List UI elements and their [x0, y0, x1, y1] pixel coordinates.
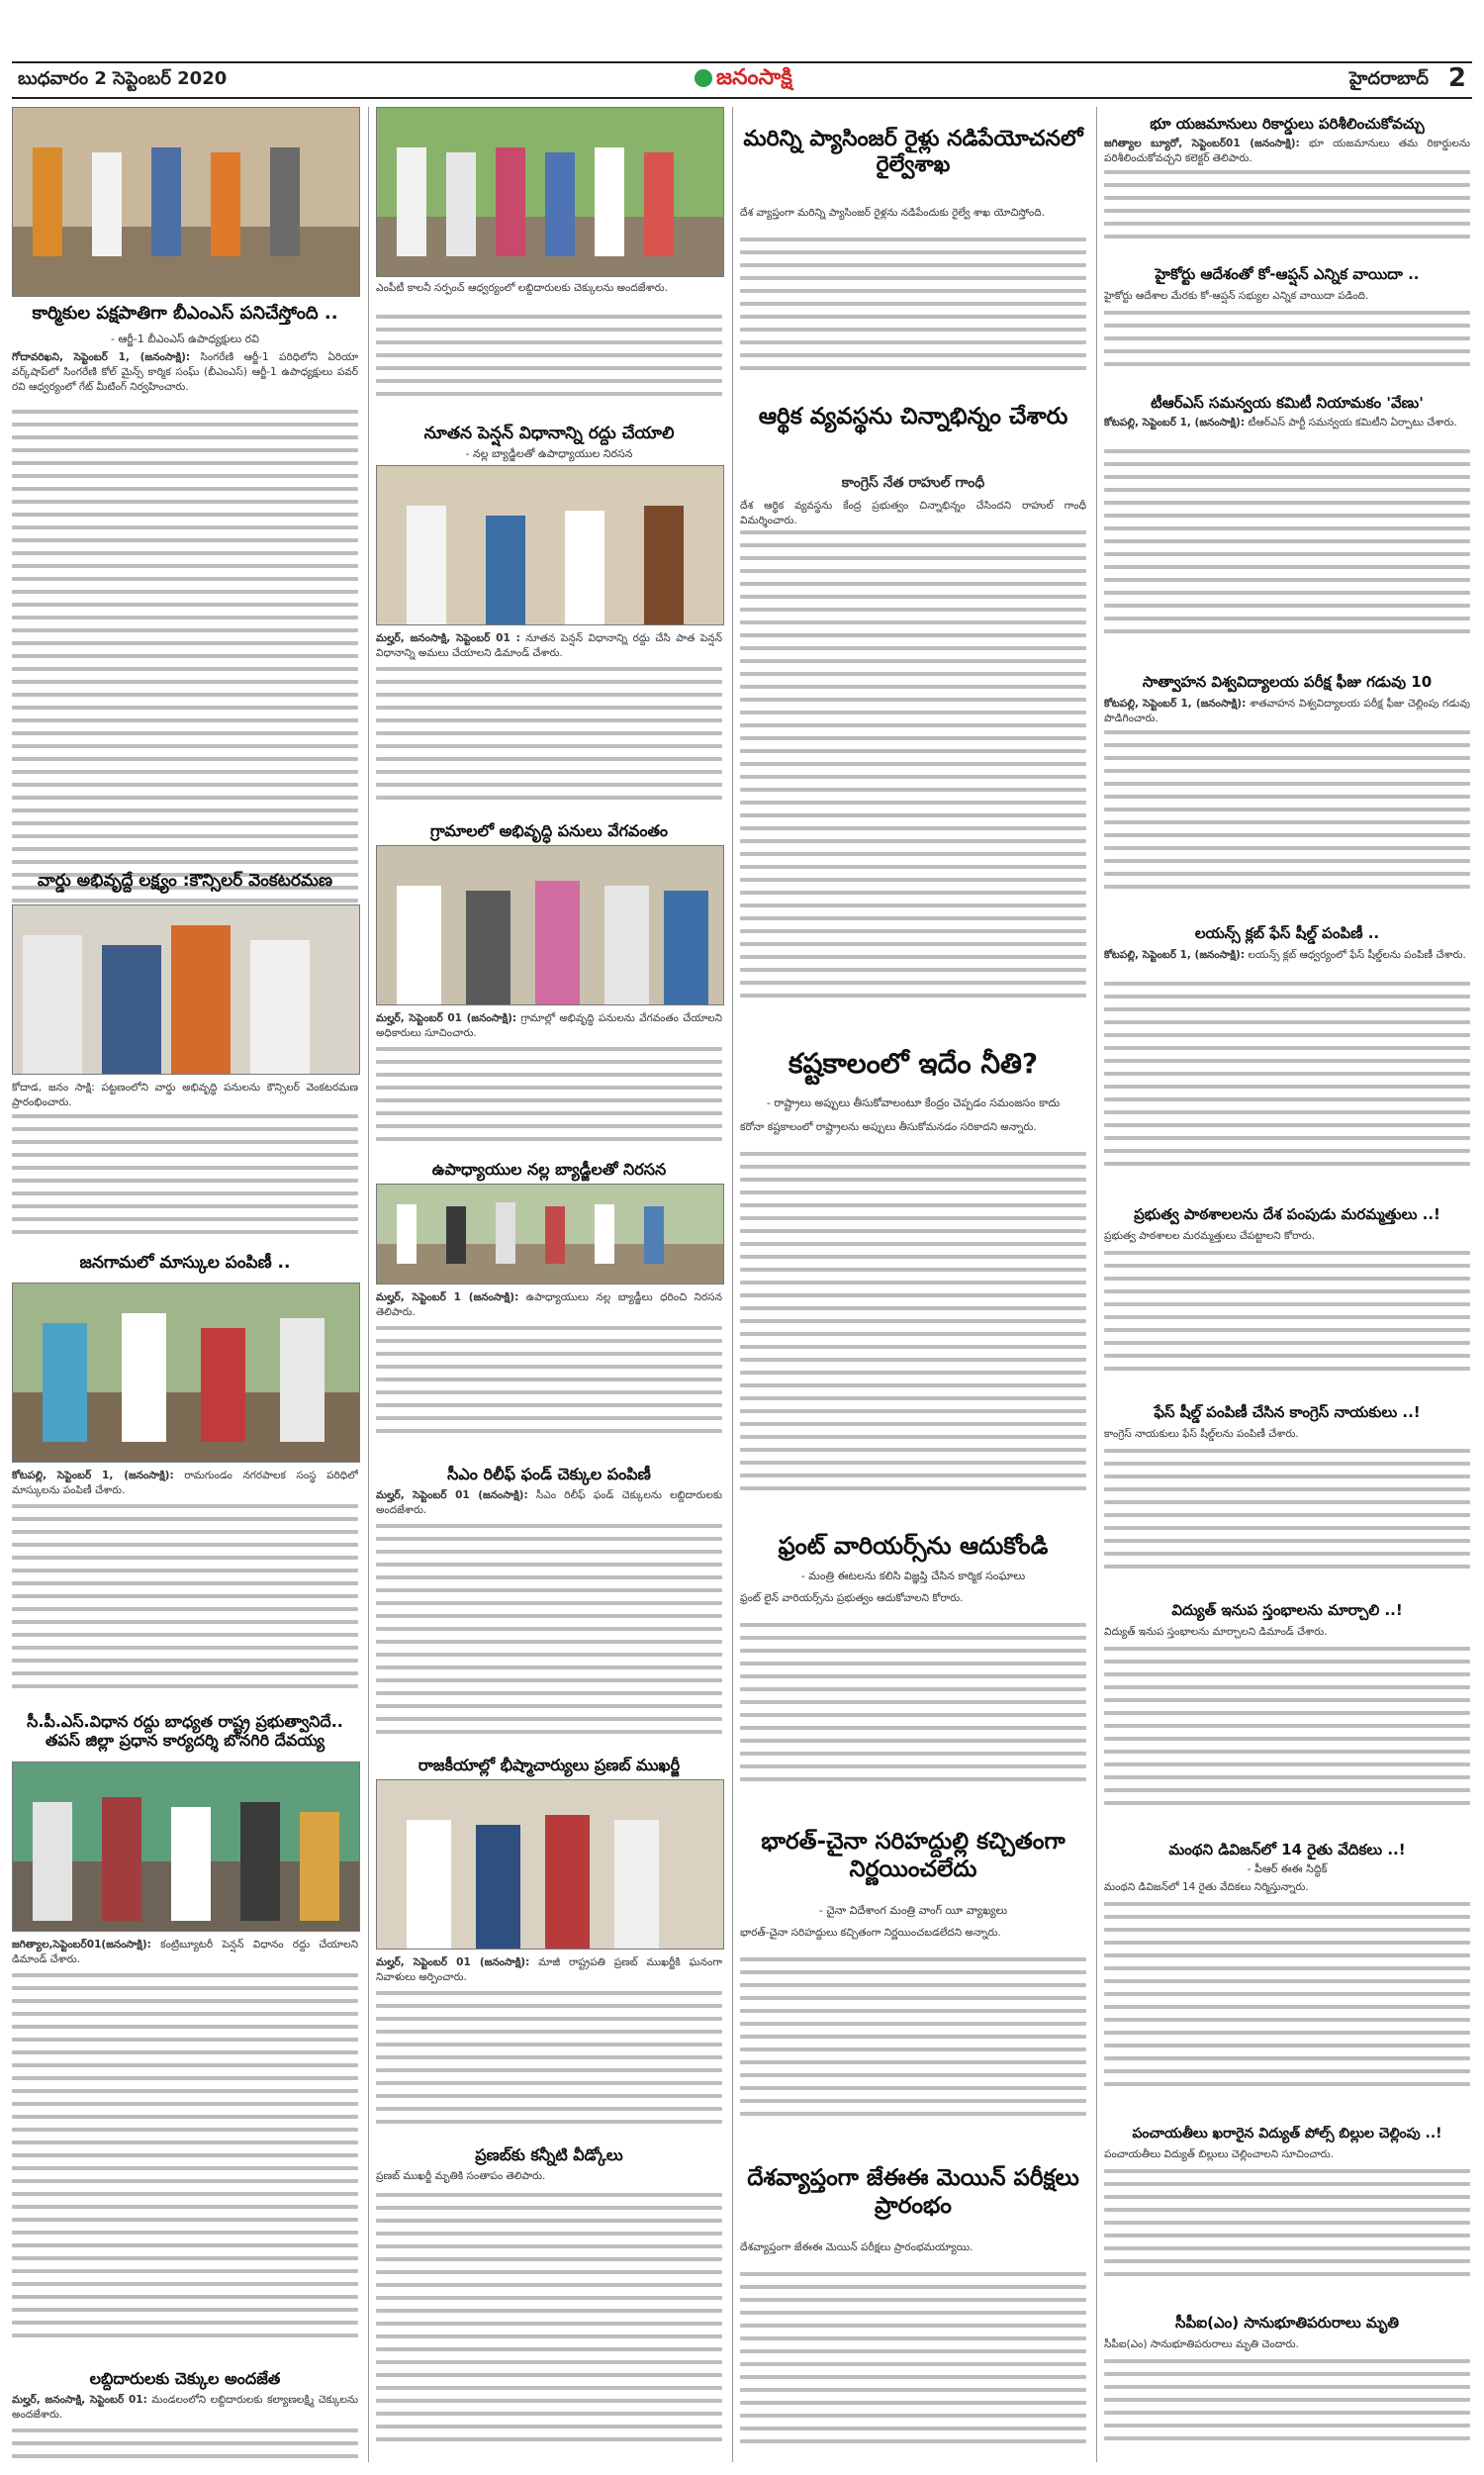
article-text-lines: [376, 1524, 722, 1752]
headline: సీపీఐ(ఎం) సానుభూతిపరురాలు మృతి: [1175, 2314, 1399, 2332]
dateline: గోదావరిఖని, సెప్టెంబర్ 1, (జనంసాక్షి):: [12, 351, 191, 363]
article-text: మాజీ రాష్ట్రపతి ప్రణబ్ ముఖర్జీకి ఘనంగా నివాళులు అర్పించారు.: [376, 1956, 722, 1984]
subheading: - ఆర్జీ-1 బీఎంఎస్ ఉపాధ్యక్షులు రవి: [111, 333, 259, 345]
article-body: [1104, 948, 1470, 980]
article-text-lines: [1104, 982, 1470, 1199]
headline: లబ్దిదారులకు చెక్కుల అందజేత: [89, 2369, 281, 2388]
article-text-lines: [1104, 170, 1470, 259]
article-text-lines: [12, 1504, 358, 1702]
article-text-lines: [1104, 2169, 1470, 2308]
headline: మంథని డివిజన్‌లో 14 రైతు వేదికలు ..!: [1168, 1841, 1406, 1858]
article-body: సీపీఐ(ఎం) సానుభూతిపరురాలు మృతి చెందారు.: [1104, 2338, 1299, 2350]
dateline: మల్హర్, సెప్టెంబర్ 01 (జనంసాక్షి):: [376, 1956, 530, 1968]
headline: జనగామలో మాస్కుల పంపిణీ ..: [79, 1253, 291, 1273]
headline: ప్రభుత్వ పాఠశాలలను దేశ పంపుడు మరమ్మత్తులు ..!: [1134, 1205, 1440, 1223]
headline: కష్టకాలంలో ఇదేం నీతి?: [788, 1047, 1039, 1080]
dateline: కోటపల్లి, సెప్టెంబర్ 1, (జనంసాక్షి):: [1104, 417, 1246, 428]
article-body: హైకోర్టు ఆదేశాల మేరకు కో-ఆప్షన్ సభ్యుల ఎన్నిక వాయిదా పడింది.: [1104, 290, 1369, 302]
article-body: పంచాయతీలు విద్యుత్ బిల్లులు చెల్లించాలని సూచించారు.: [1104, 2148, 1334, 2160]
headline: గ్రామాలలో అభివృద్ధి పనులు వేగవంతం: [429, 821, 669, 840]
article-text-lines: [740, 530, 1086, 1035]
article-body: విద్యుత్ ఇనుప స్తంభాలను మార్చాలని డిమాండ్ చేశారు.: [1104, 1626, 1328, 1638]
article-text-lines: [376, 667, 722, 815]
article-text-lines: [12, 1114, 358, 1243]
column-divider: [368, 107, 369, 2462]
column-4: [1104, 107, 1472, 2472]
article-body: [12, 2393, 358, 2427]
headline: రాజకీయాల్లో భీష్మాచార్యులు ప్రణబ్ ముఖర్జీ: [417, 1756, 681, 1774]
article-body: [376, 631, 722, 665]
article-text-lines: [12, 1973, 358, 2359]
headline: వార్డు అభివృద్దే లక్ష్యం :కౌన్సిలర్ వెంకటరమణ: [37, 871, 332, 891]
article-photo: [12, 107, 360, 297]
article-text-lines: [740, 1957, 1086, 2145]
article-text: ఉపాధ్యాయులు నల్ల బ్యాడ్జీలు ధరించి నిరసన తెలిపారు.: [376, 1291, 722, 1319]
article-text-lines: [1104, 1449, 1470, 1597]
article-body: దేశ వ్యాప్తంగా మరిన్ని ప్యాసింజర్ రైళ్లను నడిపేందుకు రైల్వే శాఖ యోచిస్తోంది.: [740, 207, 1046, 219]
column-3: [740, 107, 1088, 2472]
paper-logo-text: జనంసాక్షి: [716, 65, 792, 90]
article-photo: [12, 904, 360, 1075]
article-text-lines: [376, 1326, 722, 1455]
headline: ఫ్రంట్ వారియర్స్‌ను ఆదుకోండి: [778, 1532, 1049, 1560]
article-photo: [376, 107, 724, 277]
article-photo: [376, 1779, 724, 1950]
article-photo: [376, 465, 724, 625]
headline: హైకోర్టు ఆదేశంతో కో-ఆప్షన్ ఎన్నిక వాయిదా ..: [1155, 265, 1420, 283]
article-text-lines: [1104, 1647, 1470, 1835]
article-body: [1104, 697, 1470, 728]
headline: భారత్-చైనా సరిహద్దుల్లి కచ్చితంగా నిర్ణయించలేదు: [761, 1829, 1066, 1882]
article-body: ఫ్రంట్ లైన్ వారియర్స్‌ను ప్రభుత్వం ఆదుకోవాలని కోరారు.: [740, 1592, 964, 1604]
article-text-lines: [1104, 1251, 1470, 1399]
article-body: కాంగ్రెస్ నాయకులు ఫేస్ షీల్డ్‌లను పంపిణీ చేశారు.: [1104, 1428, 1299, 1440]
dateline: మల్హర్, సెప్టెంబర్ 1 (జనంసాక్షి):: [376, 1291, 519, 1303]
article-body: [376, 1955, 722, 1989]
headline: దేశవ్యాప్తంగా జేఈఈ మెయిన్ పరీక్షలు ప్రారంభం: [747, 2165, 1079, 2219]
masthead: [12, 61, 1472, 99]
headline: ఫేస్ షీల్డ్ పంపిణీ చేసిన కాంగ్రెస్ నాయకులు ..!: [1154, 1403, 1421, 1421]
article-text-lines: [376, 2193, 722, 2470]
article-text-lines: [1104, 311, 1470, 390]
article-body: [12, 1938, 358, 1971]
article-text: శాతవాహన విశ్వవిద్యాలయ పరీక్ష ఫీజు చెల్లింపు గడువు పొడిగించారు.: [1104, 698, 1470, 725]
issue-date: బుధవారం 2 సెప్టెంబర్ 2020: [18, 68, 228, 89]
article-text-lines: [740, 2272, 1086, 2470]
subheading: - చైనా విదేశాంగ మంత్రి వాంగ్ యీ వ్యాఖ్యలు: [818, 1904, 1008, 1917]
article-text: గ్రామాల్లో అభివృద్ధి పనులను వేగవంతం చేయాలని అధికారులు సూచించారు.: [376, 1012, 722, 1040]
article-body: ఎంపీటీ కాలనీ సర్పంచ్ ఆధ్వర్యంలో లబ్దిదారులకు చెక్కులను అందజేశారు.: [376, 282, 668, 294]
subheading: - మంత్రి ఈటలను కలిసి విజ్ఞప్తి చేసిన కార్మిక సంఘాలు: [800, 1570, 1026, 1582]
article-photo: [12, 1283, 360, 1463]
headline: నూతన పెన్షన్ విధానాన్ని రద్దు చేయాలి: [423, 424, 675, 443]
article-body: మంథని డివిజన్‌లో 14 రైతు వేదికలు నిర్మిస్తున్నారు.: [1104, 1881, 1309, 1893]
article-text: లయన్స్ క్లబ్ ఆధ్వర్యంలో ఫేస్ షీల్డ్‌లను పంపిణీ చేశారు.: [1248, 949, 1466, 961]
article-text-lines: [376, 315, 722, 414]
article-text-lines: [1104, 2359, 1470, 2468]
article-body: కరోనా కష్టకాలంలో రాష్ట్రాలను అప్పులు తీసుకోమనడం సరికాదని అన్నారు.: [740, 1121, 1037, 1133]
dateline: మల్హర్, జనంసాక్షి, సెప్టెంబర్ 01 :: [376, 632, 520, 644]
subheading: కాంగ్రెస్ నేత రాహుల్ గాంధీ: [841, 475, 985, 491]
logo-icon: [695, 69, 712, 87]
headline: సీ.పీ.ఎస్.విధాన రద్దు బాధ్యత రాష్ట్ర ప్రభుత్వానిదే.. తపస్ జిల్లా ప్రధాన కార్యదర్శి బోనగిరి దేవయ్య: [27, 1712, 343, 1751]
dateline: మల్హర్, సెప్టెంబర్ 01 (జనంసాక్షి):: [376, 1489, 528, 1501]
headline: మరిన్ని ప్యాసింజర్ రైళ్లు నడిపేయోచనలో రైల్వేశాఖ: [743, 127, 1083, 178]
article-text-lines: [12, 2428, 358, 2468]
article-body: [376, 1290, 722, 1324]
headline: భూ యజమానులు రికార్డులు పరిశీలించుకోవచ్చు: [1150, 115, 1425, 133]
article-text-lines: [1104, 730, 1470, 918]
article-text-lines: [740, 1152, 1086, 1528]
article-body: [12, 350, 358, 406]
dateline: కోటపల్లి, సెప్టెంబర్ 1, (జనంసాక్షి):: [1104, 949, 1246, 961]
subheading: - నల్ల బ్యాడ్జీలతో ఉపాధ్యాయుల నిరసన: [465, 447, 633, 460]
article-photo: [376, 845, 724, 1005]
article-text: రామగుండం నగరపాలక సంస్థ పరిధిలో మాస్కులను పంపిణీ చేశారు.: [12, 1470, 358, 1497]
headline: పంచాయతీలు ఖరారైన విద్యుత్ పోల్స్ బిల్లుల చెల్లింపు ..!: [1132, 2126, 1442, 2142]
article-photo: [376, 1184, 724, 1285]
headline: టీఆర్ఎస్ సమన్వయ కమిటీ నియామకం 'వేణు': [1151, 394, 1424, 412]
headline: కార్మికుల పక్షపాతిగా బీఎంఎస్ పనిచేస్తోంది ..: [32, 303, 338, 324]
headline: ప్రణబ్‌కు కన్నీటి వీడ్కోలు: [475, 2145, 623, 2164]
article-body: ప్రణబ్ ముఖర్జీ మృతికి సంతాపం తెలిపారు.: [376, 2170, 546, 2182]
headline: విద్యుత్ ఇనుప స్తంభాలను మార్చాలి ..!: [1171, 1601, 1403, 1619]
article-text: టీఆర్ఎస్ పార్టీ సమన్వయ కమిటీని ఏర్పాటు చేశారు.: [1248, 417, 1457, 428]
article-text-lines: [740, 238, 1086, 396]
article-text: సీఎం రిలీఫ్ ఫండ్ చెక్కులను లబ్దిదారులకు అందజేశారు.: [376, 1489, 722, 1517]
column-divider: [1096, 107, 1097, 2462]
article-body: [1104, 137, 1470, 168]
edition-city: హైదరాబాద్: [1348, 68, 1429, 89]
page-number: 2: [1447, 63, 1466, 93]
subheading: - పీఆర్ ఈఈ సిద్ధిక్: [1247, 1862, 1328, 1875]
article-text-lines: [376, 1991, 722, 2140]
article-body: భారత్-చైనా సరిహద్దులు కచ్చితంగా నిర్ణయించబడలేదని అన్నారు.: [740, 1927, 1001, 1939]
article-text: కంట్రిబ్యూటరీ పెన్షన్ విధానం రద్దు చేయాలని డిమాండ్ చేశారు.: [12, 1939, 358, 1966]
headline: ఉపాధ్యాయుల నల్ల బ్యాడ్జీలతో నిరసన: [431, 1160, 667, 1179]
article-text-lines: [376, 1047, 722, 1156]
article-body: [376, 1488, 722, 1522]
dateline: కోటపల్లి, సెప్టెంబర్ 1, (జనంసాక్షి):: [12, 1470, 174, 1481]
column-2: [376, 107, 724, 2472]
article-body: దేశవ్యాప్తంగా జేఈఈ మెయిన్ పరీక్షలు ప్రారంభమయ్యాయి.: [740, 2241, 974, 2253]
article-body: [376, 1011, 722, 1045]
article-text-lines: [1104, 449, 1470, 667]
headline: సాత్వాహన విశ్వవిద్యాలయ పరీక్ష ఫీజు గడువు 10: [1142, 673, 1433, 691]
article-text: సింగరేణి ఆర్జీ-1 పరిధిలోని ఏరియా వర్క్‌షాప్‌లో సింగరేణి కోల్ మైన్స్ కార్మిక సంఘ్ (బీఎంఎస్) ఆర్జీ-1 ఉపాధ్యక్షులు పవర్ రవి ఆధ్వర్యంలో గేట్ మీటింగ్ నిర్వహించారు.: [12, 351, 358, 394]
article-text: నూతన పెన్షన్ విధానాన్ని రద్దు చేసి పాత పెన్షన్ విధానాన్ని అమలు చేయాలని డిమాండ్ చేశారు.: [376, 632, 722, 660]
headline: ఆర్థిక వ్యవస్థను చిన్నాభిన్నం చేశారు: [758, 404, 1068, 429]
dateline: జగిత్యాల బ్యూరో, సెప్టెంబర్01 (జనంసాక్షి):: [1104, 138, 1300, 149]
article-text-lines: [740, 1623, 1086, 1811]
article-text: భూ యజమానులు తమ రికార్డులను పరిశీలించుకోవచ్చని కలెక్టర్ తెలిపారు.: [1104, 138, 1470, 165]
headline: సీఎం రిలీఫ్ ఫండ్ చెక్కుల పంపిణీ: [447, 1465, 651, 1483]
article-body: [1104, 416, 1470, 447]
column-divider: [732, 107, 733, 2462]
article-body: దేశ ఆర్థిక వ్యవస్థను కేంద్ర ప్రభుత్వం చిన్నాభిన్నం చేసిందని రాహుల్ గాంధీ విమర్శించారు.: [740, 500, 1086, 527]
headline: లయన్స్ క్లబ్ ఫేస్ షీల్డ్ పంపిణీ ..: [1194, 924, 1380, 942]
article-body: [12, 1469, 358, 1502]
dateline: కోటపల్లి, సెప్టెంబర్ 1, (జనంసాక్షి):: [1104, 698, 1247, 710]
dateline: మల్హర్, సెప్టెంబర్ 01 (జనంసాక్షి):: [376, 1012, 517, 1024]
dateline: జగిత్యాల,సెప్టెంబర్01(జనంసాక్షి):: [12, 1939, 151, 1951]
article-text: మండలంలోని లబ్దిదారులకు కల్యాణలక్ష్మి చెక్కులను అందజేశారు.: [12, 2394, 358, 2422]
paper-logo: [695, 65, 792, 95]
article-photo: [12, 1761, 360, 1932]
subheading: - రాష్ట్రాలు అప్పులు తీసుకోవాలంటూ కేంద్రం చెప్పడం సమంజసం కాదు: [766, 1096, 1061, 1109]
column-1: [12, 107, 360, 2472]
article-body: ప్రభుత్వ పాఠశాలల మరమ్మత్తులు చేపట్టాలని కోరారు.: [1104, 1230, 1316, 1242]
dateline: మల్హర్, జనంసాక్షి, సెప్టెంబర్ 01:: [12, 2394, 147, 2406]
article-text-lines: [1104, 1902, 1470, 2120]
article-body: కోదాడ, జనం సాక్షి: పట్టణంలోని వార్డు అభివృద్ధి పనులను కౌన్సిలర్ వెంకటరమణ ప్రారంభించారు.: [12, 1082, 358, 1109]
